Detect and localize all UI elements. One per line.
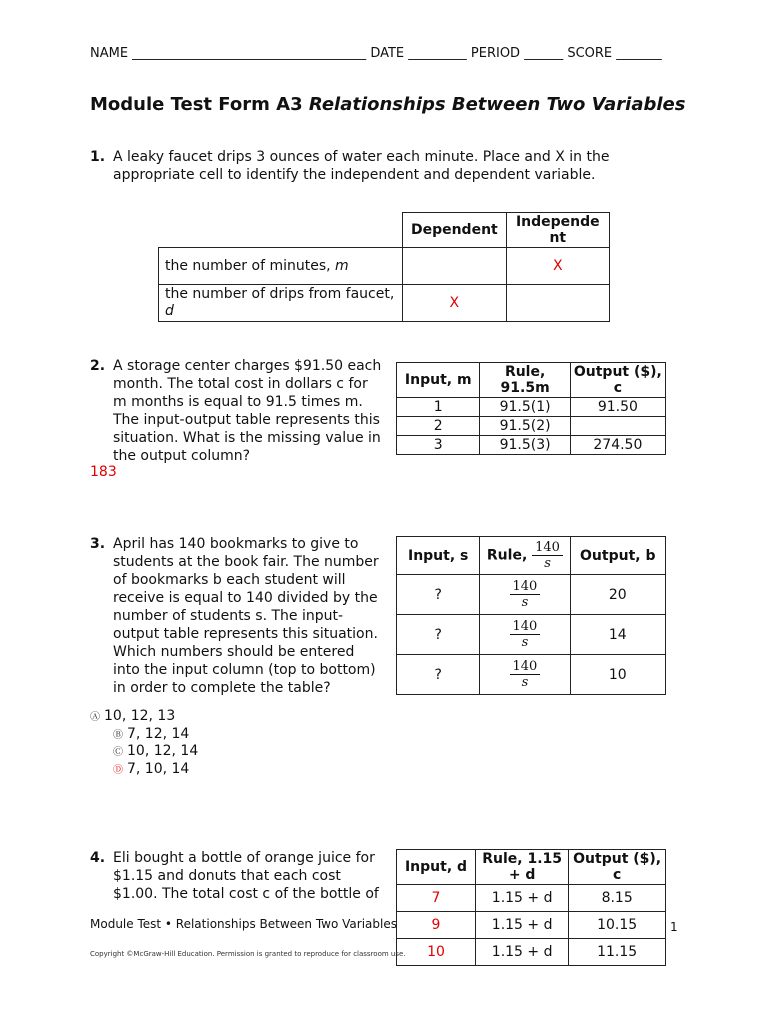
- q1-table: [158, 212, 610, 322]
- q2-rule: 91.5(3): [480, 436, 570, 455]
- q1-header-independent: Independe nt: [506, 213, 609, 248]
- fraction-denominator: s: [521, 595, 529, 610]
- q1-text: A leaky faucet drips 3 ounces of water each minute. Place and X in the appropriate cell to identify the independent and dependent variable.: [113, 149, 610, 183]
- q4-input[interactable]: 9: [397, 912, 476, 939]
- fraction-numerator: 140: [510, 659, 541, 675]
- option-b-circle-icon: Ⓑ: [113, 730, 123, 741]
- q1-row-minutes: [159, 248, 403, 285]
- q3-header-input: Input, s: [397, 537, 480, 575]
- q3-option-c[interactable]: [113, 742, 198, 762]
- q3-rule: [480, 655, 570, 695]
- q1-row2-var: d: [165, 303, 174, 319]
- table-row: [397, 575, 666, 615]
- option-text: 7, 12, 14: [127, 726, 190, 742]
- q4-header-output: Output ($), c: [569, 850, 666, 885]
- q1-number: 1.: [90, 149, 106, 165]
- q1-row1-label: the number of minutes,: [165, 258, 336, 274]
- q2-rule: 91.5(1): [480, 398, 570, 417]
- q1-row2-label: the number of drips from faucet,: [165, 286, 395, 302]
- q2-output: 274.50: [570, 436, 665, 455]
- q3-input[interactable]: ?: [397, 575, 480, 615]
- table-row: [397, 398, 666, 417]
- q4-number: 4.: [90, 850, 106, 866]
- page-footer: Module Test • Relationships Between Two Variables: [90, 917, 397, 931]
- fraction-denominator: s: [544, 556, 551, 571]
- fraction: [532, 540, 563, 571]
- q1-row-drips: [159, 285, 403, 322]
- header-name-date-period-score: NAME ____________________________________ DATE _________ PERIOD ______ SCORE _______: [90, 46, 662, 61]
- fraction-denominator: s: [521, 635, 529, 650]
- q2-header-input: Input, m: [397, 363, 480, 398]
- title-main: Module Test Form A3: [90, 94, 309, 115]
- q3-option-a[interactable]: [90, 707, 175, 727]
- fraction: [510, 619, 541, 650]
- q4-rule: 1.15 + d: [476, 939, 569, 966]
- page-title: [90, 93, 690, 116]
- q1-cell-minutes-independent[interactable]: X: [506, 248, 609, 285]
- table-row: [397, 939, 666, 966]
- q2-header-output: Output ($), c: [570, 363, 665, 398]
- q3-text: April has 140 bookmarks to give to students at the book fair. The number of bookmarks b each student will receive is equal to 140 divided by the number of students s. The input-output table represents this situation. Which numbers should be entered into the input column (top to bottom) in order to complete the table?: [113, 536, 379, 696]
- q4-header-input: Input, d: [397, 850, 476, 885]
- q2-header-rule: Rule, 91.5m: [480, 363, 570, 398]
- fraction: [510, 659, 541, 690]
- table-row: [397, 436, 666, 455]
- table-row: [397, 885, 666, 912]
- q2-text: A storage center charges $91.50 each month. The total cost in dollars c for m months is equal to 91.5 times m. The input-output table represents this situation. What is the missing value in the output column?: [113, 358, 382, 464]
- q3-input[interactable]: ?: [397, 615, 480, 655]
- q2-answer: 183: [90, 464, 117, 480]
- table-row: [397, 912, 666, 939]
- fraction: [510, 579, 541, 610]
- q1-cell-drips-dependent[interactable]: X: [403, 285, 506, 322]
- q3-input[interactable]: ?: [397, 655, 480, 695]
- option-text: 7, 10, 14: [127, 761, 190, 777]
- q4-output: 10.15: [569, 912, 666, 939]
- q2-output-missing[interactable]: [570, 417, 665, 436]
- option-d-circle-icon: Ⓓ: [113, 765, 123, 776]
- q2-rule: 91.5(2): [480, 417, 570, 436]
- q2-output: 91.50: [570, 398, 665, 417]
- q4-output: 11.15: [569, 939, 666, 966]
- q4-header-rule: Rule, 1.15 + d: [476, 850, 569, 885]
- q4-output: 8.15: [569, 885, 666, 912]
- q3-header-output: Output, b: [570, 537, 666, 575]
- q3-header-rule-label: Rule,: [486, 547, 528, 564]
- q4-input[interactable]: 7: [397, 885, 476, 912]
- q3-number: 3.: [90, 536, 106, 552]
- fraction-numerator: 140: [510, 579, 541, 595]
- q4-text: Eli bought a bottle of orange juice for $1.15 and donuts that each cost $1.00. The total cost c of the bottle of: [113, 850, 379, 902]
- q3-output: 14: [570, 615, 666, 655]
- page-number: 1: [670, 920, 678, 934]
- q2-input: 3: [397, 436, 480, 455]
- q2-table: [396, 362, 666, 455]
- q3-table: [396, 536, 666, 695]
- q3-rule: [480, 575, 570, 615]
- q2-input: 2: [397, 417, 480, 436]
- fraction-denominator: s: [521, 675, 529, 690]
- table-row: [397, 615, 666, 655]
- q4-rule: 1.15 + d: [476, 885, 569, 912]
- option-a-circle-icon: Ⓐ: [90, 712, 100, 723]
- q2-number: 2.: [90, 358, 106, 374]
- q3-header-rule: [480, 537, 570, 575]
- fraction-numerator: 140: [532, 540, 563, 556]
- copyright-notice: Copyright ©McGraw-Hill Education. Permission is granted to reproduce for classroom use.: [90, 950, 406, 958]
- option-text: 10, 12, 13: [104, 708, 176, 724]
- option-text: 10, 12, 14: [127, 743, 199, 759]
- q1-cell-drips-independent[interactable]: [506, 285, 609, 322]
- table-row: [397, 655, 666, 695]
- q1-header-dependent: Dependent: [403, 213, 506, 248]
- q4-input[interactable]: 10: [397, 939, 476, 966]
- q3-option-d[interactable]: [113, 760, 189, 780]
- fraction-numerator: 140: [510, 619, 541, 635]
- q2-input: 1: [397, 398, 480, 417]
- q4-table: [396, 849, 666, 966]
- q1-row1-var: m: [335, 258, 349, 274]
- q1-cell-minutes-dependent[interactable]: [403, 248, 506, 285]
- table-row: [397, 417, 666, 436]
- title-italic: Relationships Between Two Variables: [308, 94, 686, 115]
- option-c-circle-icon: Ⓒ: [113, 747, 123, 758]
- q3-output: 10: [570, 655, 666, 695]
- q1-empty-corner: [159, 213, 403, 248]
- q3-rule: [480, 615, 570, 655]
- q4-rule: 1.15 + d: [476, 912, 569, 939]
- q3-output: 20: [570, 575, 666, 615]
